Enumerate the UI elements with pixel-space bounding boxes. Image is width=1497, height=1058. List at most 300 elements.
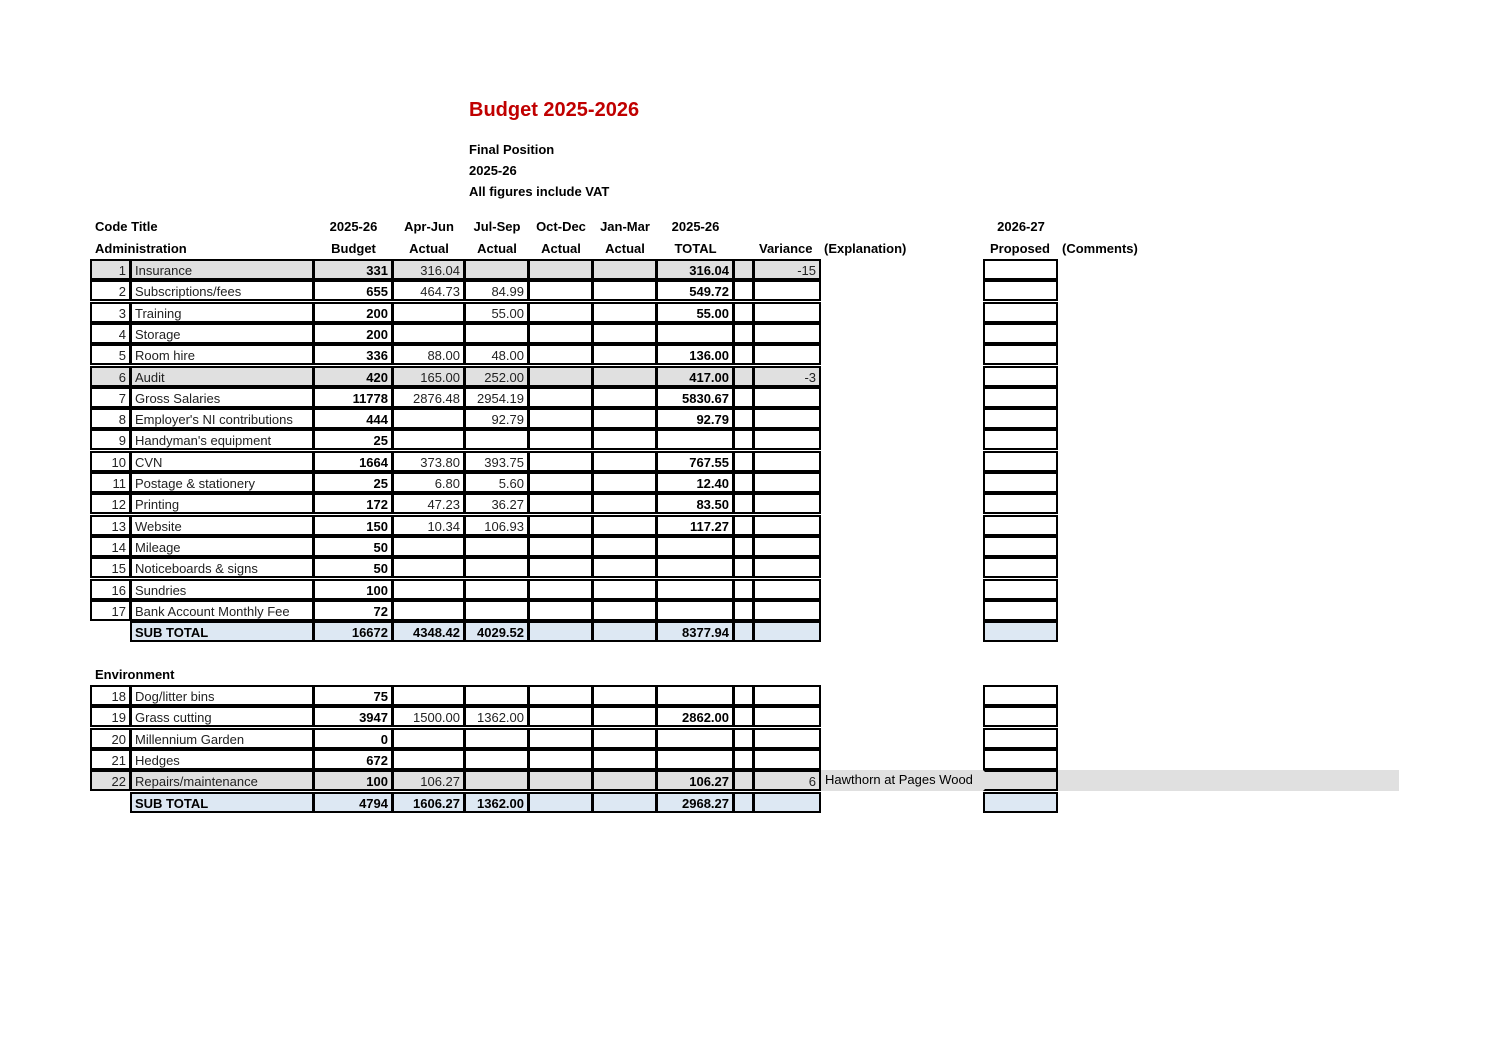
cell-q3 xyxy=(528,770,593,791)
cell-variance: -3 xyxy=(753,366,821,387)
header-budget-year: 2025-26 xyxy=(329,219,378,234)
cell-gap xyxy=(733,259,754,280)
cell-q1: 10.34 xyxy=(392,515,465,536)
header-q4-actual: Actual xyxy=(605,241,645,256)
cell-code: 7 xyxy=(90,387,131,408)
cell-proposed[interactable] xyxy=(983,259,1058,280)
cell-variance xyxy=(753,302,821,323)
explanation-note: Hawthorn at Pages Wood xyxy=(825,772,973,788)
cell-q1 xyxy=(392,749,465,770)
cell-q1 xyxy=(392,728,465,749)
section-environment: Environment xyxy=(95,667,175,682)
cell-gap xyxy=(733,515,754,536)
cell-q3 xyxy=(528,302,593,323)
cell-variance xyxy=(753,515,821,536)
header-q3: Oct-Dec xyxy=(536,219,586,234)
header-q1: Apr-Jun xyxy=(404,219,454,234)
cell-total: 316.04 xyxy=(656,259,734,280)
cell-q4 xyxy=(592,259,657,280)
cell-q1 xyxy=(392,429,465,450)
cell-q4 xyxy=(592,302,657,323)
cell-budget: 11778 xyxy=(313,387,393,408)
cell-gap xyxy=(733,408,754,429)
subtotal-q1: 4348.42 xyxy=(392,621,465,642)
cell-variance xyxy=(753,600,821,621)
cell-q4 xyxy=(592,600,657,621)
cell-gap xyxy=(733,770,754,791)
subtotal-row xyxy=(0,792,1497,813)
cell-q2: 1362.00 xyxy=(464,706,529,727)
cell-q4 xyxy=(592,408,657,429)
cell-total: 106.27 xyxy=(656,770,734,791)
subtotal-q4 xyxy=(592,621,657,642)
cell-q2: 393.75 xyxy=(464,451,529,472)
subtotal-proposed xyxy=(983,792,1058,813)
header-section-administration: Administration xyxy=(95,241,187,256)
cell-code: 5 xyxy=(90,344,131,365)
header-q3-actual: Actual xyxy=(541,241,581,256)
cell-variance xyxy=(753,451,821,472)
cell-q2: 92.79 xyxy=(464,408,529,429)
cell-q3 xyxy=(528,749,593,770)
cell-q3 xyxy=(528,579,593,600)
cell-q4 xyxy=(592,728,657,749)
cell-proposed[interactable] xyxy=(983,557,1058,578)
table-row xyxy=(0,259,1497,280)
subtitle-final-position: Final Position xyxy=(469,142,555,157)
cell-variance xyxy=(753,557,821,578)
cell-total: 12.40 xyxy=(656,472,734,493)
cell-gap xyxy=(733,387,754,408)
cell-total xyxy=(656,600,734,621)
subtotal-title: SUB TOTAL xyxy=(130,621,314,642)
cell-variance: 6 xyxy=(753,770,821,791)
cell-q1: 316.04 xyxy=(392,259,465,280)
cell-q4 xyxy=(592,344,657,365)
cell-title: Storage xyxy=(130,323,314,344)
cell-total: 2862.00 xyxy=(656,706,734,727)
cell-q1 xyxy=(392,323,465,344)
cell-total: 5830.67 xyxy=(656,387,734,408)
cell-proposed[interactable] xyxy=(983,749,1058,770)
cell-code: 21 xyxy=(90,749,131,770)
table-row xyxy=(0,493,1497,514)
table-row xyxy=(0,579,1497,600)
cell-q3 xyxy=(528,259,593,280)
cell-variance xyxy=(753,579,821,600)
cell-code: 4 xyxy=(90,323,131,344)
subtotal-variance xyxy=(753,792,821,813)
cell-budget: 655 xyxy=(313,280,393,301)
cell-proposed[interactable] xyxy=(983,280,1058,301)
cell-q2: 84.99 xyxy=(464,280,529,301)
cell-q1 xyxy=(392,302,465,323)
cell-q3 xyxy=(528,472,593,493)
cell-variance: -15 xyxy=(753,259,821,280)
header-q1-actual: Actual xyxy=(409,241,449,256)
cell-q3 xyxy=(528,344,593,365)
subtitle-year: 2025-26 xyxy=(469,163,517,178)
cell-budget: 25 xyxy=(313,429,393,450)
cell-total xyxy=(656,557,734,578)
table-row xyxy=(0,515,1497,536)
cell-code: 18 xyxy=(90,685,131,706)
cell-budget: 50 xyxy=(313,536,393,557)
cell-variance xyxy=(753,408,821,429)
cell-q3 xyxy=(528,280,593,301)
cell-code: 6 xyxy=(90,366,131,387)
cell-q2 xyxy=(464,770,529,791)
cell-q4 xyxy=(592,749,657,770)
cell-title: Sundries xyxy=(130,579,314,600)
subtitle-vat-note: All figures include VAT xyxy=(469,184,610,199)
cell-proposed[interactable] xyxy=(983,728,1058,749)
cell-proposed[interactable] xyxy=(983,685,1058,706)
cell-gap xyxy=(733,302,754,323)
cell-q1 xyxy=(392,536,465,557)
cell-proposed[interactable] xyxy=(983,600,1058,621)
cell-title: Bank Account Monthly Fee xyxy=(130,600,314,621)
cell-code: 11 xyxy=(90,472,131,493)
cell-proposed[interactable] xyxy=(983,323,1058,344)
table-row xyxy=(0,429,1497,450)
cell-q2 xyxy=(464,749,529,770)
cell-code: 19 xyxy=(90,706,131,727)
cell-budget: 150 xyxy=(313,515,393,536)
cell-proposed[interactable] xyxy=(983,579,1058,600)
cell-q4 xyxy=(592,706,657,727)
cell-total xyxy=(656,579,734,600)
cell-variance xyxy=(753,472,821,493)
cell-gap xyxy=(733,728,754,749)
cell-gap xyxy=(733,749,754,770)
cell-variance xyxy=(753,749,821,770)
cell-budget: 331 xyxy=(313,259,393,280)
cell-title: Room hire xyxy=(130,344,314,365)
header-total: TOTAL xyxy=(674,241,717,256)
cell-variance xyxy=(753,429,821,450)
cell-budget: 672 xyxy=(313,749,393,770)
cell-proposed[interactable] xyxy=(983,770,1058,791)
table-row xyxy=(0,536,1497,557)
cell-title: Noticeboards & signs xyxy=(130,557,314,578)
cell-total xyxy=(656,685,734,706)
cell-q3 xyxy=(528,451,593,472)
cell-q1: 88.00 xyxy=(392,344,465,365)
cell-title: Printing xyxy=(130,493,314,514)
cell-gap xyxy=(733,472,754,493)
cell-q2: 252.00 xyxy=(464,366,529,387)
table-row xyxy=(0,387,1497,408)
cell-q3 xyxy=(528,728,593,749)
subtotal-total: 2968.27 xyxy=(656,792,734,813)
cell-total: 136.00 xyxy=(656,344,734,365)
cell-code: 13 xyxy=(90,515,131,536)
cell-proposed[interactable] xyxy=(983,366,1058,387)
cell-q4 xyxy=(592,280,657,301)
cell-q3 xyxy=(528,706,593,727)
cell-total xyxy=(656,749,734,770)
cell-code: 8 xyxy=(90,408,131,429)
subtotal-proposed xyxy=(983,621,1058,642)
cell-gap xyxy=(733,706,754,727)
table-row xyxy=(0,600,1497,621)
cell-variance xyxy=(753,280,821,301)
cell-q4 xyxy=(592,366,657,387)
cell-budget: 200 xyxy=(313,323,393,344)
subtotal-q2: 1362.00 xyxy=(464,792,529,813)
subtotal-q3 xyxy=(528,792,593,813)
cell-q2: 36.27 xyxy=(464,493,529,514)
cell-budget: 3947 xyxy=(313,706,393,727)
cell-q4 xyxy=(592,557,657,578)
cell-code: 17 xyxy=(90,600,131,621)
header-q4: Jan-Mar xyxy=(600,219,650,234)
header-proposed-year: 2026-27 xyxy=(997,219,1045,234)
table-row xyxy=(0,770,1497,791)
table-row xyxy=(0,557,1497,578)
cell-budget: 0 xyxy=(313,728,393,749)
cell-q3 xyxy=(528,536,593,557)
cell-title: Repairs/maintenance xyxy=(130,770,314,791)
cell-gap xyxy=(733,685,754,706)
cell-proposed[interactable] xyxy=(983,706,1058,727)
subtotal-row xyxy=(0,621,1497,642)
cell-code: 10 xyxy=(90,451,131,472)
cell-q4 xyxy=(592,515,657,536)
cell-gap xyxy=(733,429,754,450)
cell-title: Training xyxy=(130,302,314,323)
cell-code: 1 xyxy=(90,259,131,280)
cell-total xyxy=(656,536,734,557)
subtotal-q4 xyxy=(592,792,657,813)
cell-q4 xyxy=(592,493,657,514)
cell-proposed[interactable] xyxy=(983,451,1058,472)
cell-proposed[interactable] xyxy=(983,429,1058,450)
table-row xyxy=(0,408,1497,429)
table-row xyxy=(0,706,1497,727)
cell-q2: 106.93 xyxy=(464,515,529,536)
cell-budget: 72 xyxy=(313,600,393,621)
cell-budget: 444 xyxy=(313,408,393,429)
table-row xyxy=(0,685,1497,706)
cell-variance xyxy=(753,323,821,344)
cell-code: 3 xyxy=(90,302,131,323)
cell-code: 9 xyxy=(90,429,131,450)
cell-q4 xyxy=(592,472,657,493)
cell-q2 xyxy=(464,259,529,280)
header-budget: Budget xyxy=(331,241,376,256)
cell-total: 767.55 xyxy=(656,451,734,472)
cell-code: 12 xyxy=(90,493,131,514)
cell-q1: 1500.00 xyxy=(392,706,465,727)
cell-total: 55.00 xyxy=(656,302,734,323)
cell-q3 xyxy=(528,387,593,408)
cell-proposed[interactable] xyxy=(983,515,1058,536)
cell-q2 xyxy=(464,557,529,578)
subtotal-total: 8377.94 xyxy=(656,621,734,642)
subtotal-q3 xyxy=(528,621,593,642)
subtotal-gap xyxy=(733,621,754,642)
header-code-title: Code Title xyxy=(95,219,158,234)
table-row xyxy=(0,472,1497,493)
cell-q1: 47.23 xyxy=(392,493,465,514)
cell-budget: 100 xyxy=(313,579,393,600)
subtotal-variance xyxy=(753,621,821,642)
cell-title: Dog/litter bins xyxy=(130,685,314,706)
cell-variance xyxy=(753,493,821,514)
cell-q4 xyxy=(592,579,657,600)
cell-title: Subscriptions/fees xyxy=(130,280,314,301)
cell-proposed[interactable] xyxy=(983,408,1058,429)
cell-proposed[interactable] xyxy=(983,472,1058,493)
cell-q2 xyxy=(464,536,529,557)
cell-variance xyxy=(753,536,821,557)
subtotal-q2: 4029.52 xyxy=(464,621,529,642)
subtotal-q1: 1606.27 xyxy=(392,792,465,813)
table-row xyxy=(0,728,1497,749)
cell-code: 14 xyxy=(90,536,131,557)
cell-q1 xyxy=(392,408,465,429)
cell-title: Grass cutting xyxy=(130,706,314,727)
header-variance: Variance xyxy=(759,241,813,256)
cell-title: Millennium Garden xyxy=(130,728,314,749)
cell-q2: 55.00 xyxy=(464,302,529,323)
cell-code: 15 xyxy=(90,557,131,578)
cell-budget: 336 xyxy=(313,344,393,365)
cell-q4 xyxy=(592,770,657,791)
subtotal-budget: 16672 xyxy=(313,621,393,642)
cell-q2: 2954.19 xyxy=(464,387,529,408)
cell-budget: 75 xyxy=(313,685,393,706)
cell-variance xyxy=(753,728,821,749)
cell-variance xyxy=(753,706,821,727)
cell-q1 xyxy=(392,685,465,706)
cell-q1 xyxy=(392,579,465,600)
cell-variance xyxy=(753,685,821,706)
cell-budget: 420 xyxy=(313,366,393,387)
cell-q2: 48.00 xyxy=(464,344,529,365)
cell-q1: 2876.48 xyxy=(392,387,465,408)
cell-title: Mileage xyxy=(130,536,314,557)
cell-variance xyxy=(753,387,821,408)
cell-gap xyxy=(733,451,754,472)
cell-gap xyxy=(733,579,754,600)
cell-q1: 373.80 xyxy=(392,451,465,472)
cell-q2 xyxy=(464,600,529,621)
subtotal-title: SUB TOTAL xyxy=(130,792,314,813)
cell-q3 xyxy=(528,429,593,450)
cell-q4 xyxy=(592,387,657,408)
cell-q3 xyxy=(528,323,593,344)
cell-q1 xyxy=(392,557,465,578)
cell-total xyxy=(656,429,734,450)
cell-total: 549.72 xyxy=(656,280,734,301)
cell-budget: 100 xyxy=(313,770,393,791)
cell-total: 417.00 xyxy=(656,366,734,387)
cell-q2 xyxy=(464,579,529,600)
table-row xyxy=(0,302,1497,323)
cell-total: 83.50 xyxy=(656,493,734,514)
cell-gap xyxy=(733,344,754,365)
table-row xyxy=(0,280,1497,301)
cell-q2 xyxy=(464,429,529,450)
cell-gap xyxy=(733,557,754,578)
cell-q4 xyxy=(592,429,657,450)
cell-q3 xyxy=(528,515,593,536)
cell-variance xyxy=(753,344,821,365)
cell-total xyxy=(656,323,734,344)
cell-q4 xyxy=(592,536,657,557)
cell-q1: 106.27 xyxy=(392,770,465,791)
cell-total: 117.27 xyxy=(656,515,734,536)
cell-gap xyxy=(733,493,754,514)
cell-q3 xyxy=(528,366,593,387)
cell-proposed[interactable] xyxy=(983,344,1058,365)
cell-q4 xyxy=(592,323,657,344)
cell-title: Gross Salaries xyxy=(130,387,314,408)
subtotal-gap xyxy=(733,792,754,813)
table-row xyxy=(0,451,1497,472)
cell-q3 xyxy=(528,493,593,514)
cell-title: Website xyxy=(130,515,314,536)
cell-code: 16 xyxy=(90,579,131,600)
cell-budget: 25 xyxy=(313,472,393,493)
cell-q2: 5.60 xyxy=(464,472,529,493)
cell-q2 xyxy=(464,685,529,706)
cell-code: 2 xyxy=(90,280,131,301)
cell-budget: 1664 xyxy=(313,451,393,472)
cell-budget: 200 xyxy=(313,302,393,323)
cell-q1: 6.80 xyxy=(392,472,465,493)
cell-proposed[interactable] xyxy=(983,302,1058,323)
cell-q4 xyxy=(592,451,657,472)
cell-gap xyxy=(733,600,754,621)
cell-code: 22 xyxy=(90,770,131,791)
cell-title: Audit xyxy=(130,366,314,387)
cell-total: 92.79 xyxy=(656,408,734,429)
cell-q3 xyxy=(528,685,593,706)
cell-budget: 172 xyxy=(313,493,393,514)
cell-title: Employer's NI contributions xyxy=(130,408,314,429)
cell-q4 xyxy=(592,685,657,706)
cell-q1 xyxy=(392,600,465,621)
cell-budget: 50 xyxy=(313,557,393,578)
cell-q1: 464.73 xyxy=(392,280,465,301)
cell-title: Insurance xyxy=(130,259,314,280)
header-explanation: (Explanation) xyxy=(824,241,907,256)
header-q2: Jul-Sep xyxy=(473,219,521,234)
cell-title: CVN xyxy=(130,451,314,472)
header-comments: (Comments) xyxy=(1062,241,1138,256)
cell-q3 xyxy=(528,600,593,621)
cell-title: Handyman's equipment xyxy=(130,429,314,450)
cell-code: 20 xyxy=(90,728,131,749)
cell-gap xyxy=(733,536,754,557)
cell-proposed[interactable] xyxy=(983,493,1058,514)
cell-proposed[interactable] xyxy=(983,387,1058,408)
header-q2-actual: Actual xyxy=(477,241,517,256)
document-title: Budget 2025-2026 xyxy=(469,99,640,121)
cell-q3 xyxy=(528,408,593,429)
cell-proposed[interactable] xyxy=(983,536,1058,557)
cell-title: Hedges xyxy=(130,749,314,770)
cell-total xyxy=(656,728,734,749)
cell-title: Postage & stationery xyxy=(130,472,314,493)
table-row xyxy=(0,366,1497,387)
cell-gap xyxy=(733,280,754,301)
table-row xyxy=(0,344,1497,365)
